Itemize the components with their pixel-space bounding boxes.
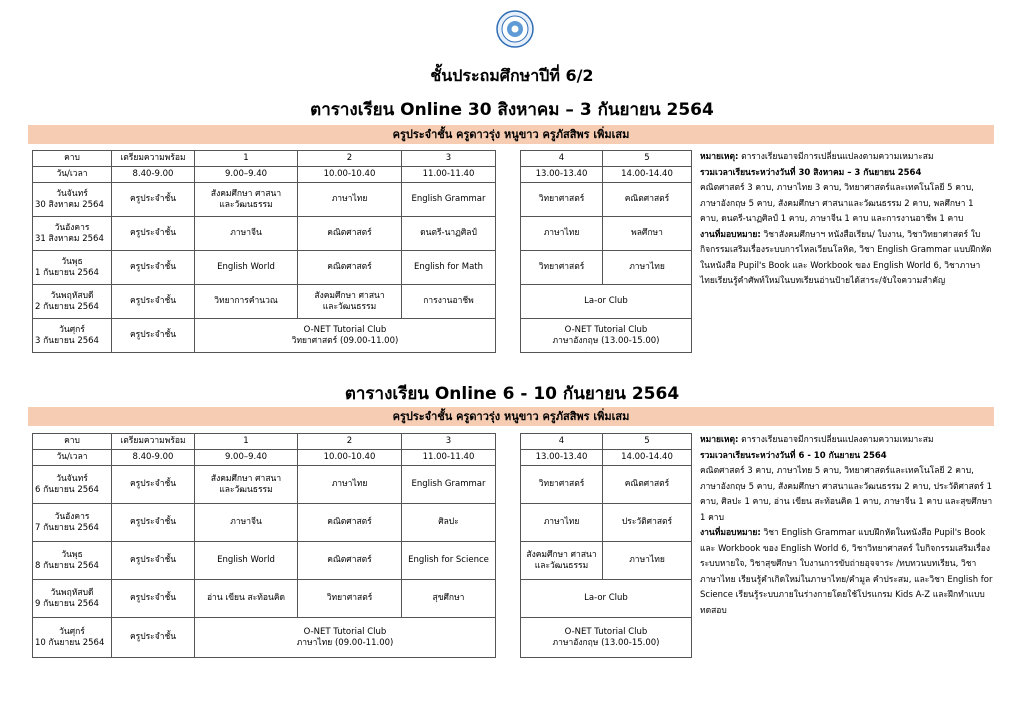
day-name: วันอังคาร	[54, 511, 90, 522]
club-cell: La-or Club	[521, 580, 692, 618]
period-cell: ประวัติศาสตร์	[603, 504, 692, 542]
period-cell: ภาษาไทย	[603, 251, 692, 285]
period-cell: คณิตศาสตร์	[298, 217, 402, 251]
day-date: 7 กันยายน 2564	[35, 522, 99, 533]
subject-line2: และวัฒนธรรม	[534, 560, 589, 571]
day-cell	[33, 542, 112, 580]
day-cell	[33, 504, 112, 542]
day-name: วันพุธ	[61, 549, 83, 560]
day-name: วันอังคาร	[54, 222, 90, 233]
subject-line2: และวัฒนธรรม	[219, 199, 273, 210]
table-row	[33, 542, 692, 580]
col-header-period: คาบ	[33, 151, 112, 167]
col-header-1: 1	[195, 151, 298, 167]
onet-pm-cell	[521, 618, 692, 658]
table-row	[33, 319, 692, 353]
header-row	[33, 434, 692, 450]
day-name: วันจันทร์	[56, 188, 88, 199]
note-total-label: รวมเวลาเรียนระหว่างวันที่ 6 - 10 กันยายน 2564	[700, 450, 887, 461]
period-cell: ภาษาจีน	[195, 504, 298, 542]
period-cell: English for Science	[402, 542, 496, 580]
note-total-text: คณิตศาสตร์ 3 คาบ, ภาษาไทย 3 คาบ, วิทยาศาสตร์และเทคโนโลยี 5 คาบ, ภาษาอังกฤษ 5 คาบ, สังคมศึกษา ศาสนาและวัฒนธรรม 2 คาบ, พลศึกษา 1 คาบ, ดนตรี-นาฏศิลป์ 1 คาบ, ภาษาจีน 1 คาบ และการงานอาชีพ 1 คาบ	[700, 183, 974, 224]
time-cell: 10.00-10.40	[298, 167, 402, 183]
time-cell: 9.00–9.40	[195, 450, 298, 466]
note-total-label: รวมเวลาเรียนระหว่างวันที่ 30 สิงหาคม – 3 กันยายน 2564	[700, 167, 922, 178]
onet-title: O-NET Tutorial Club	[303, 626, 387, 637]
col-header-prep: เตรียมความพร้อม	[112, 151, 195, 167]
prep-cell: ครูประจำชั้น	[112, 466, 195, 504]
period-cell: English for Math	[402, 251, 496, 285]
period-cell: คณิตศาสตร์	[298, 251, 402, 285]
col-header-3: 3	[402, 434, 496, 450]
period-cell: ภาษาไทย	[298, 466, 402, 504]
col-header-2: 2	[298, 151, 402, 167]
grade-title: ชั้นประถมศึกษาปีที่ 6/2	[430, 66, 594, 85]
period-cell	[521, 542, 603, 580]
note-text: ตารางเรียนอาจมีการเปลี่ยนแปลงตามความเหมาะสม	[738, 435, 934, 445]
period-cell: English Grammar	[402, 466, 496, 504]
week1-note	[700, 150, 994, 290]
day-cell	[33, 217, 112, 251]
time-cell: 8.40-9.00	[112, 450, 195, 466]
day-cell	[33, 580, 112, 618]
day-name: วันศุกร์	[59, 626, 85, 637]
table-row	[33, 251, 692, 285]
note-total-text: คณิตศาสตร์ 3 คาบ, ภาษาไทย 5 คาบ, วิทยาศาสตร์และเทคโนโลยี 2 คาบ, ภาษาอังกฤษ 5 คาบ, สังคมศึกษา ศาสนาและวัฒนธรรม 2 คาบ, ประวัติศาสตร์ 1 คาบ, ศิลปะ 1 คาบ, อ่าน เขียน สะท้อนคิด 1 คาบ, ภาษาจีน 1 คาบ และสุขศึกษา 1 คาบ	[700, 466, 993, 523]
subject: สังคมศึกษา ศาสนา	[314, 290, 385, 301]
period-cell: ภาษาไทย	[521, 504, 603, 542]
onet-am-cell	[195, 319, 496, 353]
time-cell: 14.00-14.40	[603, 167, 692, 183]
time-row	[33, 167, 692, 183]
onet-am-cell	[195, 618, 496, 658]
onet-title: O-NET Tutorial Club	[564, 626, 648, 637]
day-name: วันศุกร์	[59, 324, 85, 335]
period-cell: English World	[195, 251, 298, 285]
week1-teacher-bar: ครูประจำชั้น ครูดาวรุ่ง หนูขาว ครูภัสสิพร เพิ่มเสม	[28, 125, 994, 144]
week2-schedule-table	[32, 433, 692, 658]
day-cell	[33, 319, 112, 353]
col-header-period: คาบ	[33, 434, 112, 450]
onet-subject: วิทยาศาสตร์ (09.00-11.00)	[291, 335, 399, 346]
day-date: 3 กันยายน 2564	[35, 335, 99, 346]
day-date: 8 กันยายน 2564	[35, 560, 99, 571]
club-cell: La-or Club	[521, 285, 692, 319]
col-header-5: 5	[603, 151, 692, 167]
period-cell	[195, 183, 298, 217]
col-header-4: 4	[521, 434, 603, 450]
day-name: วันจันทร์	[56, 473, 88, 484]
period-cell	[195, 466, 298, 504]
period-cell	[298, 285, 402, 319]
period-cell: อ่าน เขียน สะท้อนคิด	[195, 580, 298, 618]
prep-cell: ครูประจำชั้น	[112, 542, 195, 580]
table-row	[33, 466, 692, 504]
col-header-4: 4	[521, 151, 603, 167]
period-cell: ภาษาไทย	[521, 217, 603, 251]
note-label: หมายเหตุ:	[700, 435, 739, 445]
school-logo	[496, 10, 534, 48]
subject-line2: และวัฒนธรรม	[322, 301, 377, 312]
time-row	[33, 450, 692, 466]
week2-title: ตารางเรียน Online 6 - 10 กันยายน 2564	[344, 384, 680, 404]
table-row	[33, 285, 692, 319]
note-assign-label: งานที่มอบหมาย:	[700, 229, 761, 240]
period-cell: วิทยาศาสตร์	[521, 251, 603, 285]
time-cell: 10.00-10.40	[298, 450, 402, 466]
period-cell: ศิลปะ	[402, 504, 496, 542]
day-cell	[33, 466, 112, 504]
onet-subject: ภาษาไทย (09.00-11.00)	[296, 637, 394, 648]
period-cell: คณิตศาสตร์	[298, 504, 402, 542]
day-date: 10 กันยายน 2564	[35, 637, 105, 648]
note-assign-text: วิชา English Grammar แบบฝึกหัดในหนังสือ Pupil's Book และ Workbook ของ English World 6, วิชาวิทยาศาสตร์ ใบกิจกรรมเสริมเรื่องระบบหายใจ, วิชาสุขศึกษา ใบงานการขับถ่ายอุจจาระ /ทบทวนบทเรียน, วิชาภาษาไทย เรียนรู้คำเกิดใหม่ในภาษาไทย/คำมูล คำประสม, และวิชา English for Science เรียนรู้ระบบภายในร่างกายโดยใช้โปรแกรม Kids A-Z และฝึกทำแบบทดสอบ	[700, 528, 993, 616]
week1-schedule-table	[32, 150, 692, 353]
table-row	[33, 504, 692, 542]
period-cell: สุขศึกษา	[402, 580, 496, 618]
prep-cell: ครูประจำชั้น	[112, 285, 195, 319]
onet-title: O-NET Tutorial Club	[564, 324, 648, 335]
period-cell: วิทยาการคำนวณ	[195, 285, 298, 319]
subject: สังคมศึกษา ศาสนา	[210, 188, 282, 199]
week1-title: ตารางเรียน Online 30 สิงหาคม – 3 กันยายน 2564	[310, 100, 714, 120]
onet-subject: ภาษาอังกฤษ (13.00-15.00)	[552, 637, 660, 648]
period-cell: English Grammar	[402, 183, 496, 217]
period-cell: วิทยาศาสตร์	[521, 466, 603, 504]
period-cell: English World	[195, 542, 298, 580]
day-cell	[33, 618, 112, 658]
period-cell: ดนตรี-นาฏศิลป์	[402, 217, 496, 251]
table-row	[33, 183, 692, 217]
onet-title: O-NET Tutorial Club	[303, 324, 387, 335]
col-header-2: 2	[298, 434, 402, 450]
day-date: 31 สิงหาคม 2564	[35, 233, 104, 244]
period-cell: คณิตศาสตร์	[603, 466, 692, 504]
period-cell: คณิตศาสตร์	[298, 542, 402, 580]
col-header-1: 1	[195, 434, 298, 450]
lunch-gap	[496, 151, 521, 353]
col-header-3: 3	[402, 151, 496, 167]
lunch-gap	[496, 434, 521, 658]
day-date: 30 สิงหาคม 2564	[35, 199, 104, 210]
note-text: ตารางเรียนอาจมีการเปลี่ยนแปลงตามความเหมาะสม	[738, 152, 934, 162]
prep-cell: ครูประจำชั้น	[112, 251, 195, 285]
col-header-prep: เตรียมความพร้อม	[112, 434, 195, 450]
table-row	[33, 618, 692, 658]
subject-line2: และวัฒนธรรม	[219, 484, 273, 495]
day-name: วันพฤหัสบดี	[50, 290, 94, 301]
prep-cell: ครูประจำชั้น	[112, 504, 195, 542]
time-cell: 8.40-9.00	[112, 167, 195, 183]
time-label: วัน/เวลา	[33, 167, 112, 183]
prep-cell: ครูประจำชั้น	[112, 183, 195, 217]
day-cell	[33, 285, 112, 319]
day-date: 9 กันยายน 2564	[35, 598, 99, 609]
time-cell: 14.00-14.40	[603, 450, 692, 466]
day-date: 1 กันยายน 2564	[35, 267, 99, 278]
note-assign-text: วิชาสังคมศึกษาฯ หนังสือเรียน/ ใบงาน, วิชาวิทยาศาสตร์ ใบกิจกรรมเสริมเรื่องระบบการไหลเวียนโลหิต, วิชา English Grammar แบบฝึกหัดในหนังสือ Pupil's Book และ Workbook ของ English World 6, วิชาภาษาไทยเรียนรู้คำศัพท์ใหม่ในบทเรียนอ่านป้ายได้สาระ/จับใจความสำคัญ	[700, 229, 992, 286]
subject: สังคมศึกษา ศาสนา	[526, 549, 597, 560]
table-row	[33, 580, 692, 618]
prep-cell: ครูประจำชั้น	[112, 580, 195, 618]
note-assign-label: งานที่มอบหมาย:	[700, 528, 761, 538]
table-row	[33, 217, 692, 251]
period-cell: วิทยาศาสตร์	[298, 580, 402, 618]
period-cell: พลศึกษา	[603, 217, 692, 251]
day-name: วันพฤหัสบดี	[50, 587, 94, 598]
period-cell: ภาษาจีน	[195, 217, 298, 251]
day-name: วันพุธ	[61, 256, 83, 267]
period-cell: ภาษาไทย	[298, 183, 402, 217]
prep-cell: ครูประจำชั้น	[112, 618, 195, 658]
week2-teacher-bar: ครูประจำชั้น ครูดาวรุ่ง หนูขาว ครูภัสสิพร เพิ่มเสม	[28, 407, 994, 426]
time-label: วัน/เวลา	[33, 450, 112, 466]
time-cell: 11.00-11.40	[402, 450, 496, 466]
onet-subject: ภาษาอังกฤษ (13.00-15.00)	[552, 335, 660, 346]
col-header-5: 5	[603, 434, 692, 450]
note-label: หมายเหตุ:	[700, 152, 739, 162]
day-cell	[33, 183, 112, 217]
time-cell: 13.00-13.40	[521, 450, 603, 466]
day-cell	[33, 251, 112, 285]
day-date: 2 กันยายน 2564	[35, 301, 99, 312]
subject: สังคมศึกษา ศาสนา	[210, 473, 282, 484]
time-cell: 13.00-13.40	[521, 167, 603, 183]
time-cell: 9.00–9.40	[195, 167, 298, 183]
prep-cell: ครูประจำชั้น	[112, 319, 195, 353]
time-cell: 11.00-11.40	[402, 167, 496, 183]
period-cell: วิทยาศาสตร์	[521, 183, 603, 217]
day-date: 6 กันยายน 2564	[35, 484, 99, 495]
header-row	[33, 151, 692, 167]
period-cell: การงานอาชีพ	[402, 285, 496, 319]
period-cell: ภาษาไทย	[603, 542, 692, 580]
week2-note	[700, 433, 994, 619]
period-cell: คณิตศาสตร์	[603, 183, 692, 217]
prep-cell: ครูประจำชั้น	[112, 217, 195, 251]
onet-pm-cell	[521, 319, 692, 353]
